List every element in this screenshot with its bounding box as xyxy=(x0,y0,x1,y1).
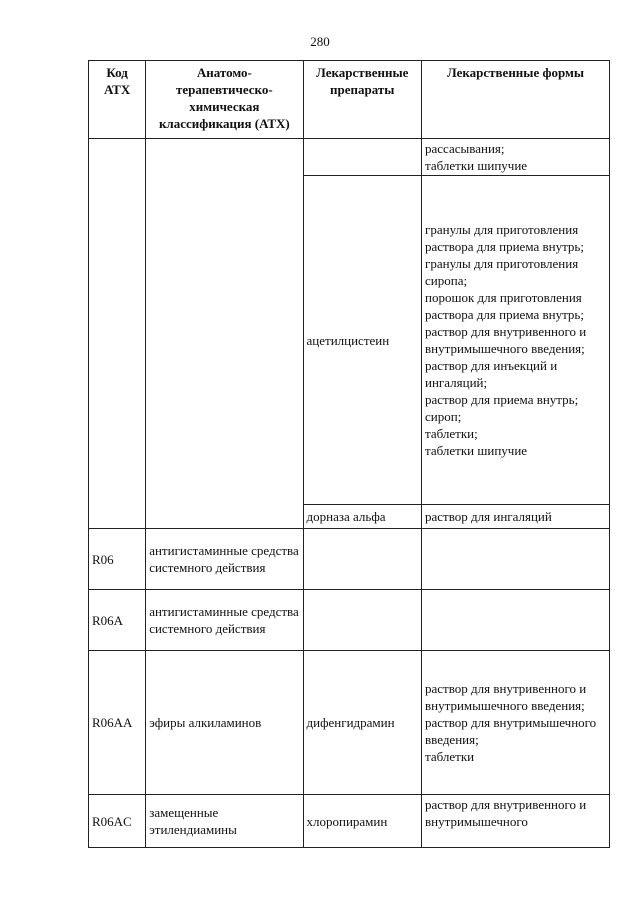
cell-drug: дорназа альфа xyxy=(303,505,422,529)
cell-classification xyxy=(146,139,303,529)
table-row xyxy=(89,590,610,651)
table-header-row xyxy=(89,61,610,139)
cell-classification: антигистаминные средства системного действия xyxy=(146,590,303,651)
cell-code: R06AA xyxy=(89,651,146,795)
header-drugs: Лекарственные препараты xyxy=(303,61,422,139)
cell-classification: антигистаминные средства системного действия xyxy=(146,529,303,590)
cell-forms xyxy=(422,590,610,651)
cell-drug: дифенгидрамин xyxy=(303,651,422,795)
page-number: 280 xyxy=(310,34,330,49)
cell-code: R06 xyxy=(89,529,146,590)
cell-drug xyxy=(303,139,422,176)
header-code: Код АТХ xyxy=(89,61,146,139)
table-row xyxy=(89,139,610,176)
cell-code xyxy=(89,139,146,529)
header-forms: Лекарственные формы xyxy=(422,61,610,139)
header-classification: Анатомо-терапевтическо-химическая классификация (АТХ) xyxy=(146,61,303,139)
cell-forms: рассасывания; таблетки шипучие xyxy=(422,139,610,176)
table-row xyxy=(89,795,610,848)
cell-classification: замещенные этилендиамины xyxy=(146,795,303,848)
cell-forms xyxy=(422,529,610,590)
cell-drug: ацетилцистеин xyxy=(303,176,422,505)
cell-forms: раствор для внутривенного и внутримышечного введения; раствор для внутримышечного введения; таблетки xyxy=(422,651,610,795)
cell-code: R06A xyxy=(89,590,146,651)
cell-code: R06AC xyxy=(89,795,146,848)
cell-drug xyxy=(303,590,422,651)
cell-forms: раствор для внутривенного и внутримышечного xyxy=(422,795,610,848)
cell-forms: раствор для ингаляций xyxy=(422,505,610,529)
table-row xyxy=(89,529,610,590)
cell-classification: эфиры алкиламинов xyxy=(146,651,303,795)
table-row xyxy=(89,651,610,795)
cell-drug: хлоропирамин xyxy=(303,795,422,848)
cell-forms: гранулы для приготовления раствора для приема внутрь; гранулы для приготовления сиропа; порошок для приготовления раствора для приема внутрь; раствор для внутривенного и внутримышечного введения; раствор для инъекций и ингаляций; раствор для приема внутрь; сироп; таблетки; таблетки шипучие xyxy=(422,176,610,505)
atc-table xyxy=(88,60,610,848)
cell-drug xyxy=(303,529,422,590)
